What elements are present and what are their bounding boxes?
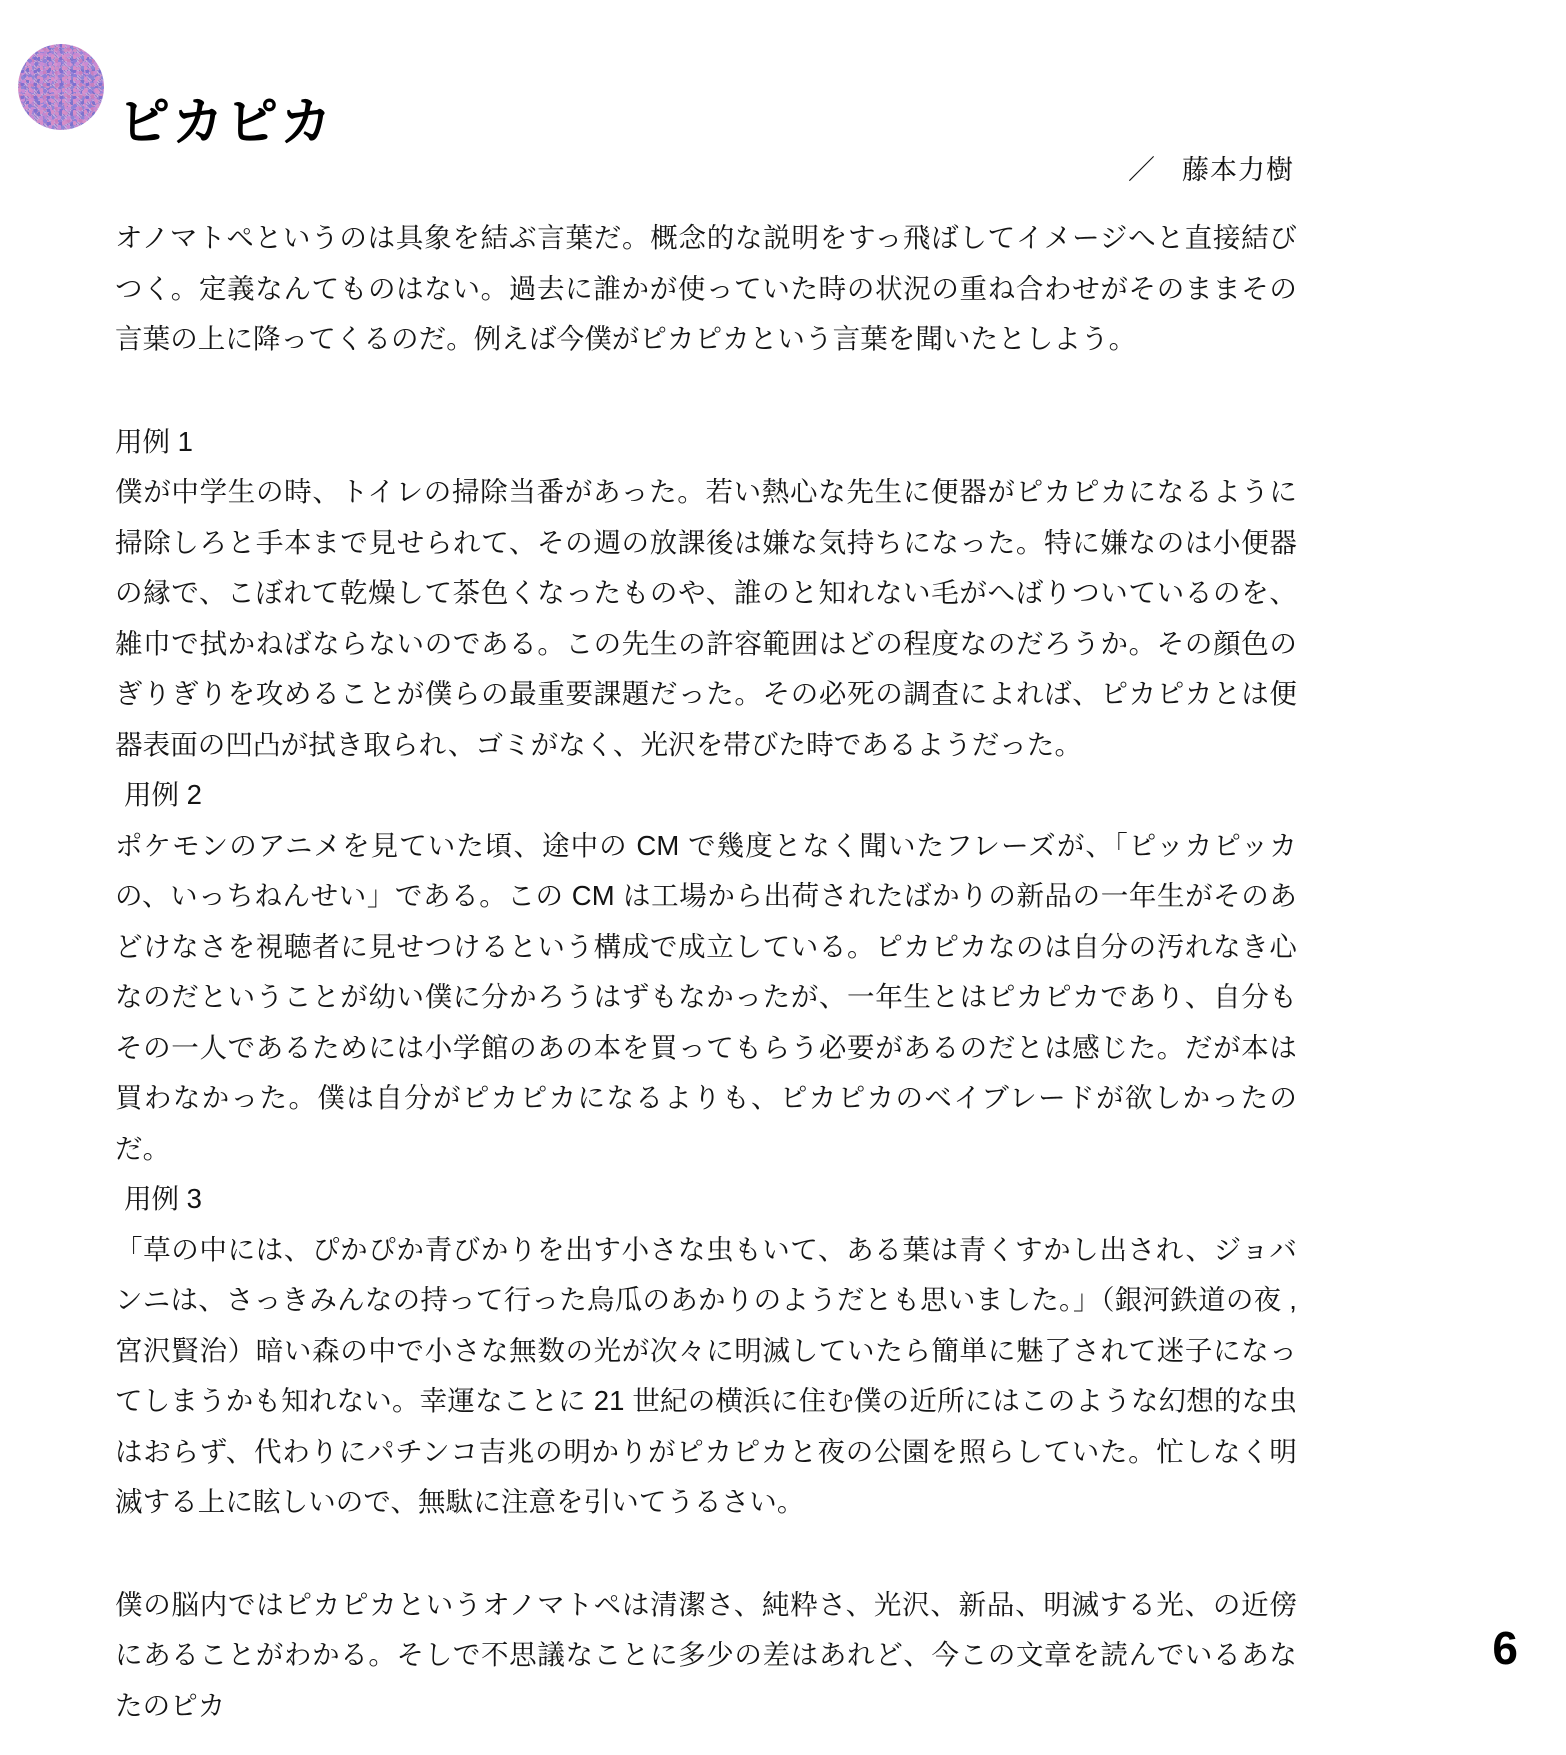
page-title: ピカピカ	[118, 93, 335, 152]
author-name: 藤本力樹	[1182, 155, 1294, 185]
intro-paragraph: オノマトペというのは具象を結ぶ言葉だ。概念的な説明をすっ飛ばしてイメージへと直接結びつく。定義なんてものはない。過去に誰かが使っていた時の状況の重ね合わせがそのままその言葉の上に降ってくるのだ。例えば今僕がピカピカという言葉を聞いたとしよう。	[115, 222, 1297, 354]
example-3-label: 用例 3	[124, 1183, 202, 1214]
closing-paragraph: 僕の脳内ではピカピカというオノマトペは清潔さ、純粋さ、光沢、新品、明滅する光、の近傍にあることがわかる。そしで不思議なことに多少の差はあれど、今この文章を読んでいるあなたのピカ	[115, 1588, 1297, 1721]
example-2-label: 用例 2	[124, 779, 202, 810]
byline	[694, 148, 1294, 187]
speckle-circle-logo-icon	[18, 44, 104, 130]
example-3-paragraph: 「草の中には、ぴかぴか青びかりを出す小さな虫もいて、ある葉は青くすかし出され、ジョバンニは、さっきみんなの持って行った烏瓜のあかりのようだとも思いました。」（銀河鉄道の夜 , 宮沢賢治）暗い森の中で小さな無数の光が次々に明滅していたら簡単に魅了されて迷子になってしまうかも知れない。幸運なことに 21 世紀の横浜に住む僕の近所にはこのような幻想的な虫はおらず、代わりにパチンコ吉兆の明かりがピカピカと夜の公園を照らしていた。忙しなく明滅する上に眩しいので、無駄に注意を引いてうるさい。	[115, 1233, 1297, 1517]
page-header	[0, 0, 1566, 185]
example-1-label: 用例 1	[115, 425, 193, 457]
article-body	[115, 213, 1297, 1731]
paragraph-spacer	[115, 365, 1297, 417]
example-1-paragraph: 僕が中学生の時、トイレの掃除当番があった。若い熱心な先生に便器がピカピカになるように掃除しろと手本まで見せられて、その週の放課後は嫌な気持ちになった。特に嫌なのは小便器の縁で、こぼれて乾燥して茶色くなったものや、誰のと知れない毛がへばりついているのを、雑巾で拭かねばならないのである。この先生の許容範囲はどの程度なのだろうか。その顔色のぎりぎりを攻めることが僕らの最重要課題だった。その必死の調査によれば、ピカピカとは便器表面の凹凸が拭き取られ、ゴミがなく、光沢を帯びた時であるようだった。	[115, 476, 1297, 760]
example-2-paragraph: ポケモンのアニメを見ていた頃、途中の CM で幾度となく聞いたフレーズが、「ピッカピッカの、いっちねんせい」である。この CM は工場から出荷されたばかりの新品の一年生がそのあどけなさを視聴者に見せつけるという構成で成立している。ピカピカなのは自分の汚れなき心なのだということが幼い僕に分かろうはずもなかったが、一年生とはピカピカであり、自分もその一人であるためには小学館のあの本を買ってもらう必要があるのだとは感じた。だが本は買わなかった。僕は自分がピカピカになるよりも、ピカピカのベイブレードが欲しかったのだ。	[115, 829, 1297, 1164]
page-number: 6	[1492, 1622, 1518, 1674]
byline-separator-icon: ／	[1128, 155, 1156, 185]
paragraph-spacer	[115, 1528, 1297, 1580]
